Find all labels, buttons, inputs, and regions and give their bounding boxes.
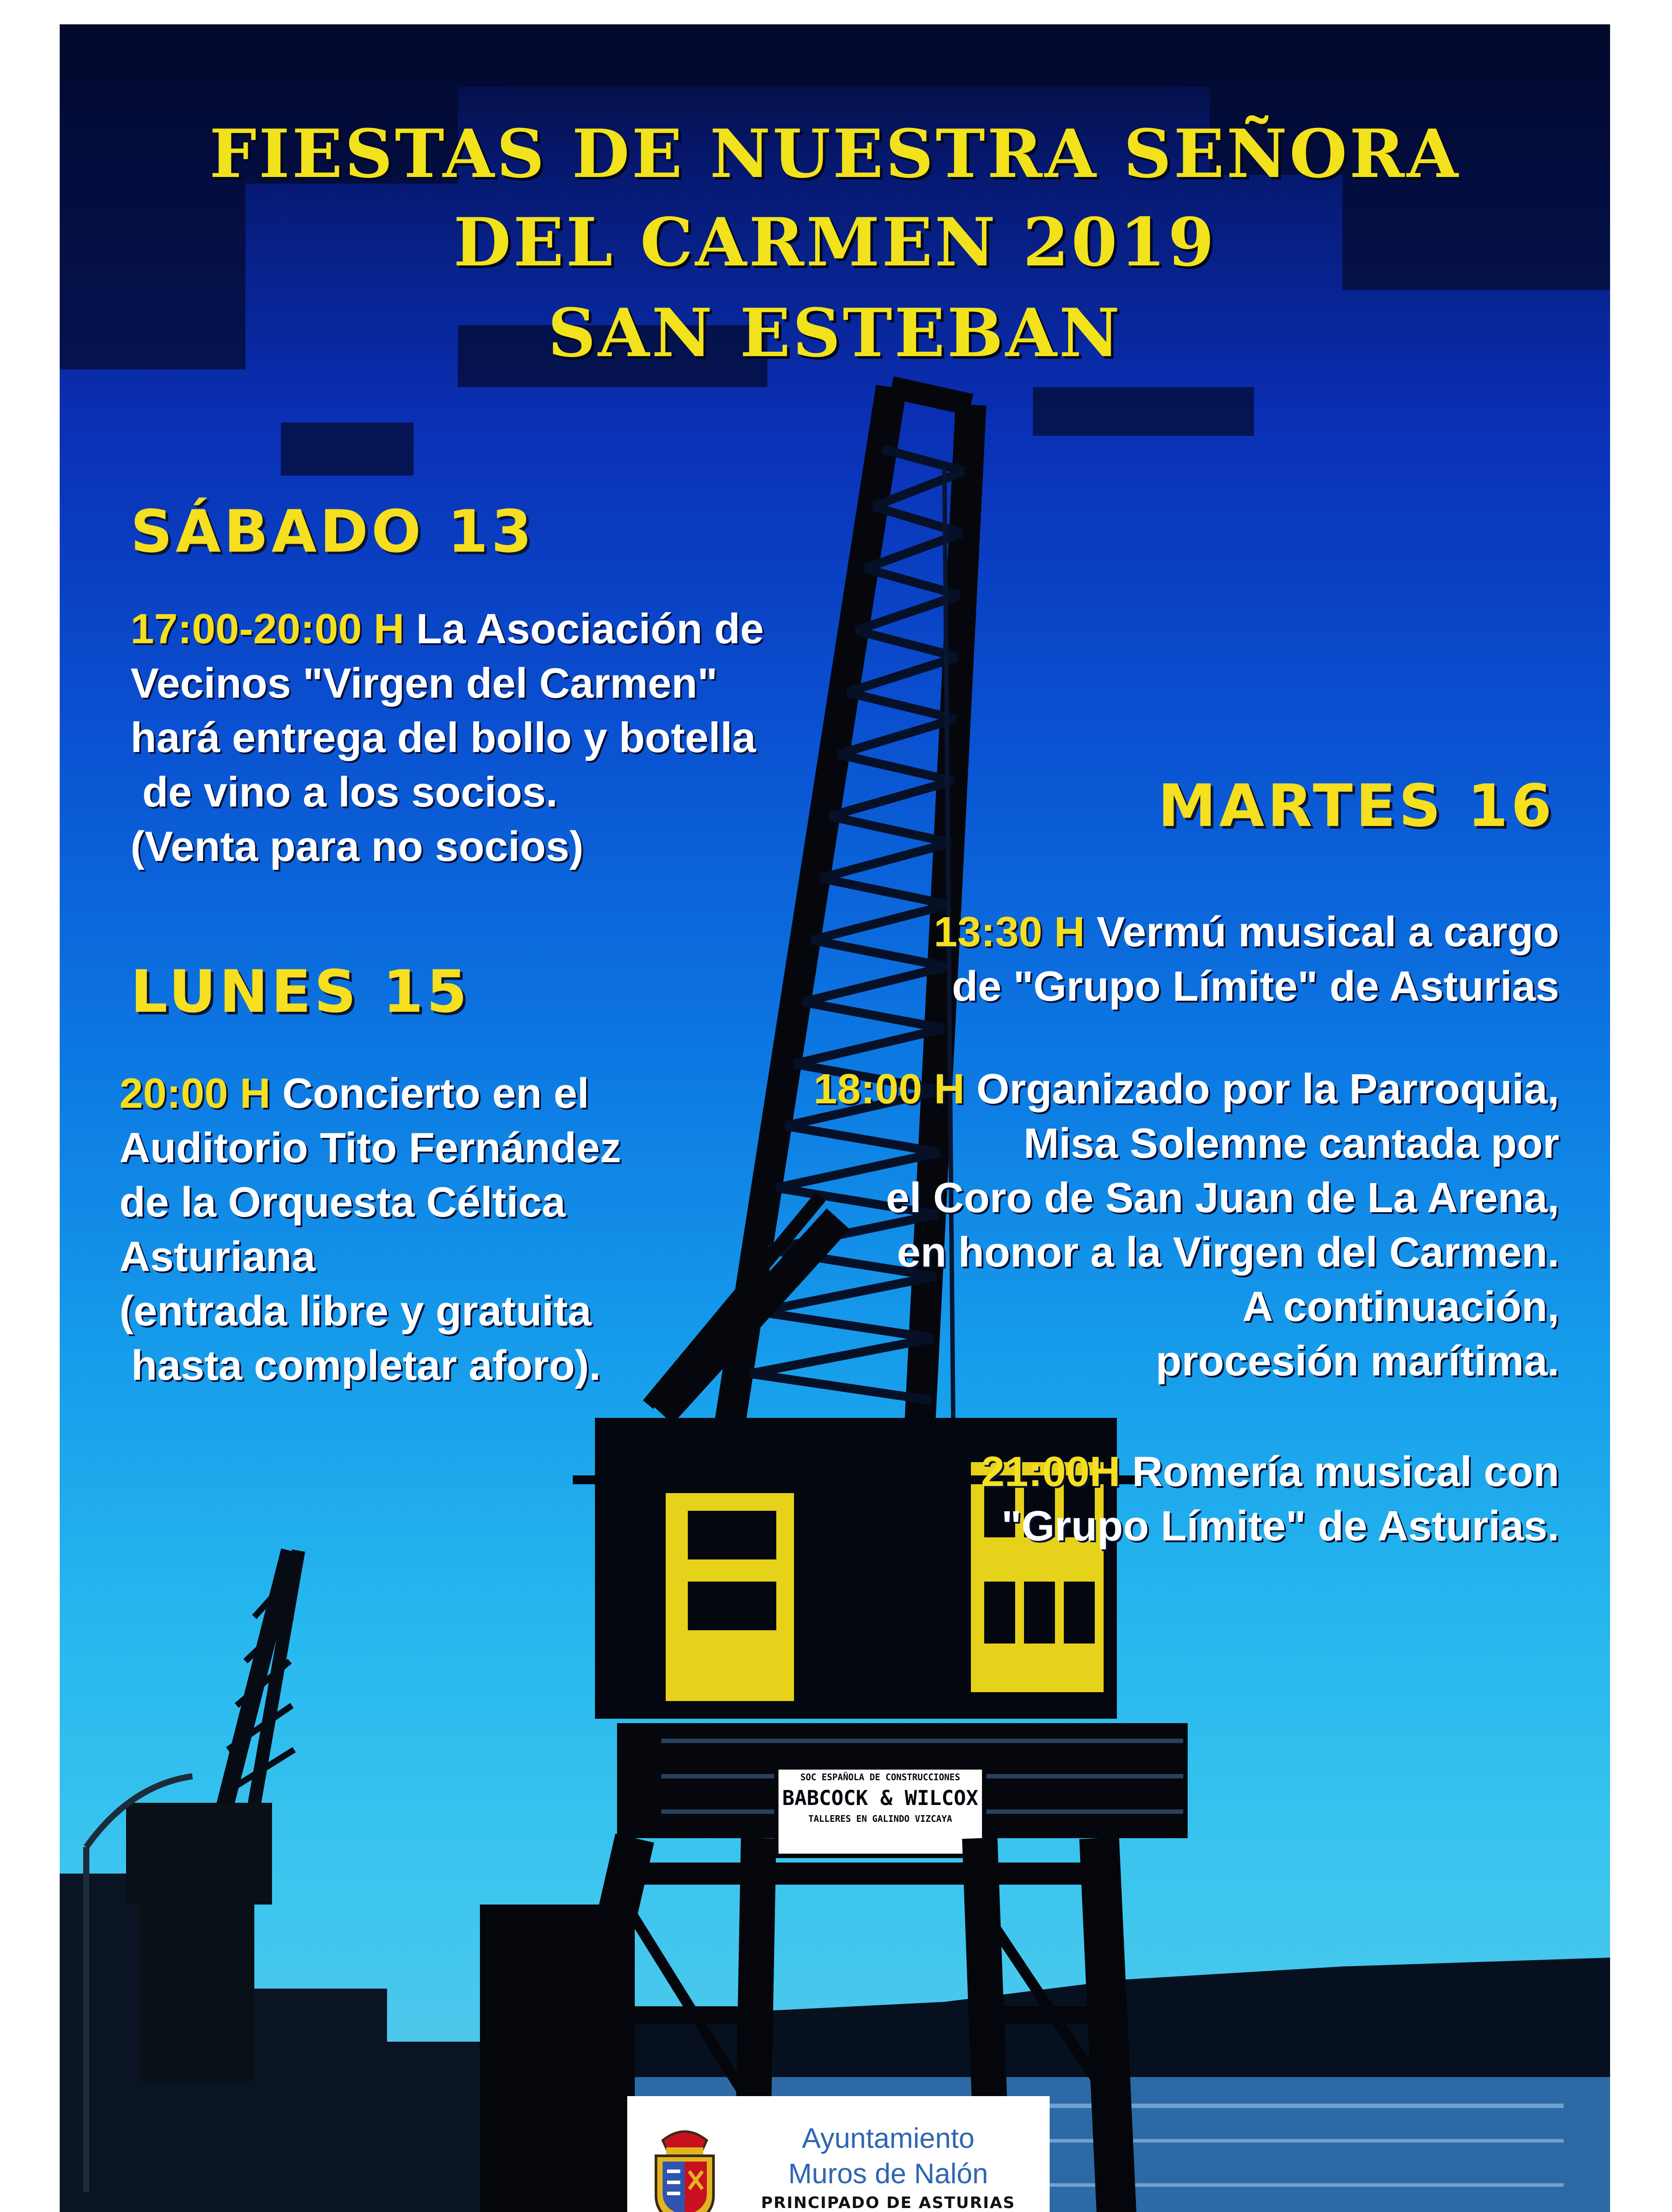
sabado-line-1: [130, 602, 764, 656]
title-line-2: DEL CARMEN 2019: [453, 204, 1216, 281]
martes-e3-line-1-text: Romería musical con: [1120, 1448, 1559, 1495]
martes-event-2: [813, 1062, 1559, 1388]
crane-sign-main: BABCOCK & WILCOX: [782, 1786, 978, 1810]
title-line-1: FIESTAS DE NUESTRA SEÑORA: [209, 115, 1461, 193]
martes-e2-line-5: A continuación,: [1242, 1283, 1559, 1330]
martes-e2-line-6: procesión marítima.: [1155, 1337, 1559, 1385]
coat-of-arms-icon: [645, 2123, 725, 2212]
martes-e2-line-3: el Coro de San Juan de La Arena,: [886, 1174, 1559, 1221]
ayuntamiento-logo: [627, 2096, 1050, 2212]
sabado-time: 17:00-20:00 H: [130, 605, 405, 653]
logo-line-1: Ayuntamiento: [801, 2122, 975, 2154]
sabado-line-4: de vino a los socios.: [130, 768, 558, 816]
martes-e1-line-1: [934, 905, 1559, 959]
lunes-line-2: Auditorio Tito Fernández: [119, 1124, 621, 1171]
martes-e2-line-4: en honor a la Virgen del Carmen.: [897, 1229, 1559, 1276]
martes-event-3: [981, 1444, 1559, 1553]
martes-e2-line-1-text: Organizado por la Parroquia,: [964, 1065, 1559, 1113]
sabado-event: [130, 602, 764, 874]
sabado-line-2: Vecinos "Virgen del Carmen": [130, 660, 718, 707]
martes-e3-time: 21:00H: [981, 1448, 1120, 1495]
martes-event-1: [934, 905, 1559, 1014]
lunes-line-6: hasta completar aforo).: [119, 1342, 601, 1389]
day-heading-lunes: LUNES 15: [130, 958, 470, 1026]
martes-e2-line-2: Misa Solemne cantada por: [1023, 1120, 1559, 1167]
crane-sign: [778, 1772, 982, 1824]
day-heading-martes: MARTES 16: [1158, 772, 1555, 840]
lunes-time: 20:00 H: [119, 1070, 271, 1117]
lunes-line-5: (entrada libre y gratuita: [119, 1287, 591, 1335]
logo-line-3: PRINCIPADO DE ASTURIAS: [761, 2194, 1016, 2212]
martes-e2-line-1: [813, 1062, 1559, 1116]
poster: [60, 24, 1610, 2212]
martes-e1-line-1-text: Vermú musical a cargo: [1085, 908, 1559, 956]
logo-text: [738, 2120, 1039, 2212]
lunes-line-3: de la Orquesta Céltica: [119, 1179, 566, 1226]
lunes-event: [119, 1066, 621, 1393]
logo-line-2: Muros de Nalón: [788, 2158, 988, 2189]
sabado-line-3: hará entrega del bollo y botella: [130, 714, 756, 761]
martes-e1-time: 13:30 H: [933, 908, 1085, 956]
sabado-line-1-text: La Asociación de: [404, 605, 764, 653]
martes-e1-line-2: de "Grupo Límite" de Asturias: [951, 963, 1559, 1010]
crane-sign-bottom: TALLERES EN GALINDO VIZCAYA: [808, 1813, 952, 1824]
day-heading-sabado: SÁBADO 13: [130, 498, 535, 566]
sabado-line-5: (Venta para no socios): [130, 823, 584, 870]
lunes-line-1: [119, 1066, 621, 1121]
martes-e2-time: 18:00 H: [813, 1065, 965, 1113]
title-line-3: SAN ESTEBAN: [548, 294, 1122, 372]
martes-e3-line-2: "Grupo Límite" de Asturias.: [1001, 1502, 1559, 1550]
lunes-line-1-text: Concierto en el: [270, 1070, 589, 1117]
martes-e3-line-1: [981, 1444, 1559, 1499]
crane-sign-top: SOC ESPAÑOLA DE CONSTRUCCIONES: [800, 1772, 960, 1782]
lunes-line-4: Asturiana: [119, 1233, 315, 1280]
